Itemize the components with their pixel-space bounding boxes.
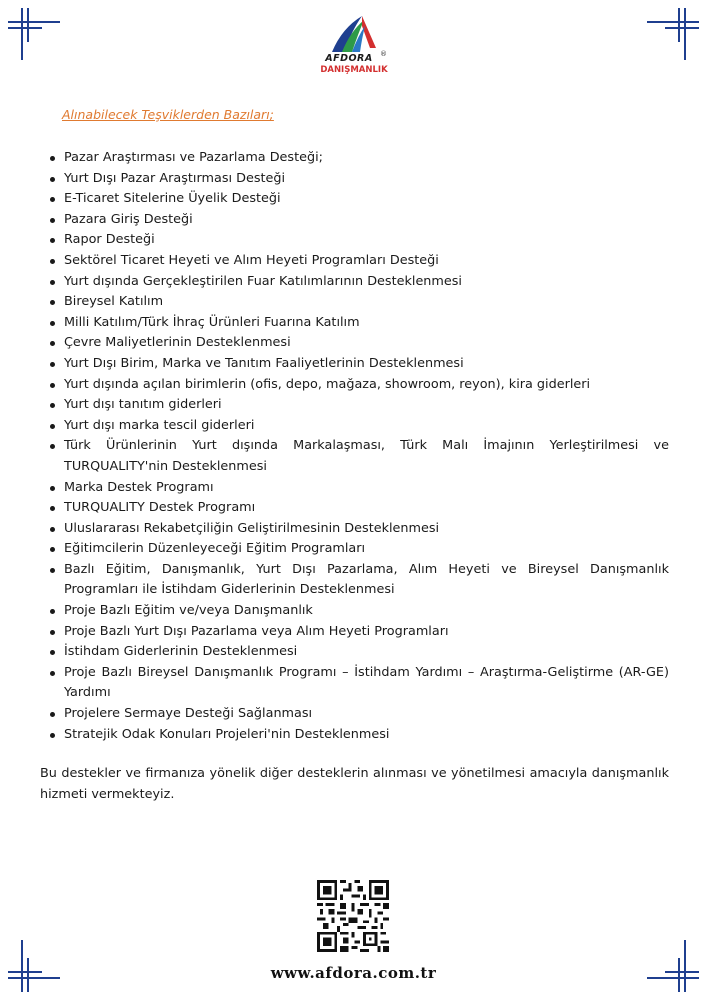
list-item: Yurt dışı tanıtım giderleri [48, 395, 669, 416]
corner-ornament-top-left [0, 0, 70, 70]
list-item: Projelere Sermaye Desteği Sağlanması [48, 704, 669, 725]
list-item: Sektörel Ticaret Heyeti ve Alım Heyeti Programları Desteği [48, 251, 669, 272]
registered-mark: ® [380, 50, 387, 58]
list-item: TURQUALITY Destek Programı [48, 498, 669, 519]
list-item: Yurt Dışı Pazar Araştırması Desteği [48, 169, 669, 190]
list-item: Eğitimcilerin Düzenleyeceği Eğitim Programları [48, 539, 669, 560]
website-url[interactable]: www.afdora.com.tr [270, 964, 437, 982]
list-item: Bazlı Eğitim, Danışmanlık, Yurt Dışı Pazarlama, Alım Heyeti ve Bireysel Danışmanlık Programları ile İstihdam Giderlerinin Desteklenmesi [48, 560, 669, 601]
list-item: E-Ticaret Sitelerine Üyelik Desteği [48, 189, 669, 210]
list-item: Yurt dışında Gerçekleştirilen Fuar Katılımlarının Desteklenmesi [48, 272, 669, 293]
list-item: Rapor Desteği [48, 230, 669, 251]
logo-name: AFDORA [325, 53, 373, 64]
list-item: Pazar Araştırması ve Pazarlama Desteği; [48, 148, 669, 169]
list-item: Proje Bazlı Eğitim ve/veya Danışmanlık [48, 601, 669, 622]
list-item: Pazara Giriş Desteği [48, 210, 669, 231]
list-item: Yurt dışı marka tescil giderleri [48, 416, 669, 437]
list-item: Türk Ürünlerinin Yurt dışında Markalaşması, Türk Malı İmajının Yerleştirilmesi ve TURQUALITY'nin Desteklenmesi [48, 436, 669, 477]
list-item: Yurt dışında açılan birimlerin (ofis, depo, mağaza, showroom, reyon), kira giderleri [48, 375, 669, 396]
list-item: Milli Katılım/Türk İhraç Ürünleri Fuarına Katılım [48, 313, 669, 334]
qr-code-icon[interactable] [317, 880, 389, 952]
incentive-list [48, 148, 669, 745]
logo-subtitle: DANIŞMANLIK [320, 65, 388, 75]
corner-ornament-top-right [637, 0, 707, 70]
list-item: Proje Bazlı Yurt Dışı Pazarlama veya Alım Heyeti Programları [48, 622, 669, 643]
list-item: Çevre Maliyetlerinin Desteklenmesi [48, 333, 669, 354]
list-item: Proje Bazlı Bireysel Danışmanlık Programı – İstihdam Yardımı – Araştırma-Geliştirme (AR-GE) Yardımı [48, 663, 669, 704]
list-item: İstihdam Giderlerinin Desteklenmesi [48, 642, 669, 663]
list-item: Bireysel Katılım [48, 292, 669, 313]
list-item: Uluslararası Rekabetçiliğin Geliştirilmesinin Desteklenmesi [48, 519, 669, 540]
logo-mark-icon [318, 14, 390, 54]
list-item: Marka Destek Programı [48, 478, 669, 499]
afdora-logo [318, 14, 390, 80]
list-item: Yurt Dışı Birim, Marka ve Tanıtım Faaliyetlerinin Desteklenmesi [48, 354, 669, 375]
closing-paragraph: Bu destekler ve firmanıza yönelik diğer desteklerin alınması ve yönetilmesi amacıyla danışmanlık hizmeti vermekteyiz. [40, 766, 669, 802]
section-heading: Alınabilecek Teşviklerden Bazıları; [62, 107, 274, 122]
list-item: Stratejik Odak Konuları Projeleri'nin Desteklenmesi [48, 725, 669, 746]
